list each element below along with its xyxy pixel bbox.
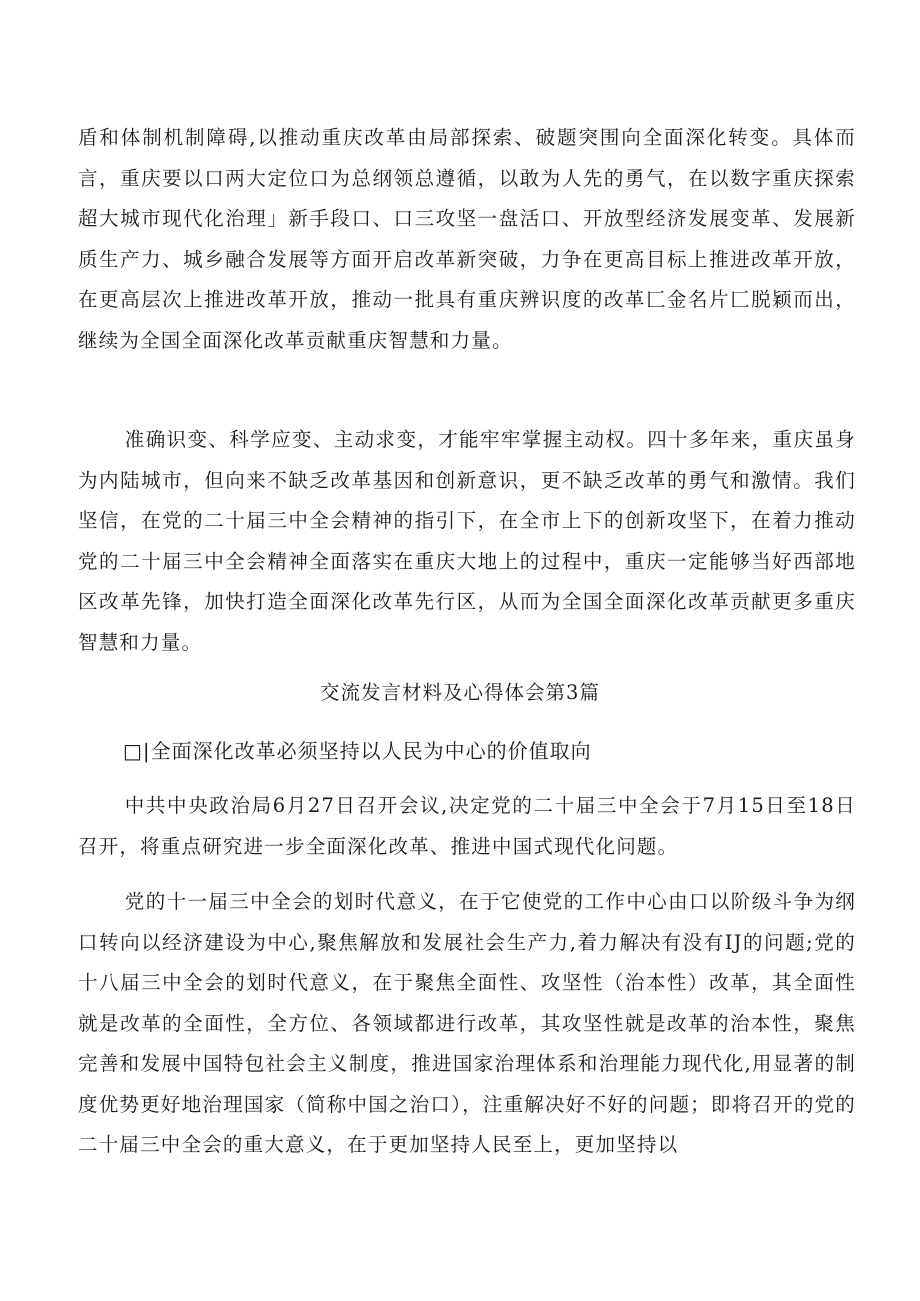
subheading: □|全面深化改革必须坚持以人民为中心的价值取向 [123,739,592,763]
paragraph-1: 盾和体制机制障碍,以推动重庆改革由局部探索、破题突围向全面深化转变。具体而言，重庆要以口两大定位口为总纲领总遵循，以敢为人先的勇气，在以数字重庆探索超大城市现代化治理」新手段口、口三攻坚一盘活口、开放型经济发展变革、发展新质生产力、城乡融合发展等方面开启改革新突破，力争在更高目标上推进改革开放，在更高层次上推进改革开放，推动一批具有重庆辨识度的改革匚金名片匚脱颖而出，继续为全国全面深化改革贡献重庆智慧和力量。 [78,126,856,352]
paragraph-2: 准确识变、科学应变、主动求变，才能牢牢掌握主动权。四十多年来，重庆虽身为内陆城市，但向来不缺乏改革基因和创新意识，更不缺乏改革的勇气和激情。我们坚信，在党的二十届三中全会精神的指引下，在全市上下的创新攻坚下，在着力推动党的二十届三中全会精神全面落实在重庆大地上的过程中，重庆一定能够当好西部地区改革先锋，加快打造全面深化改革先行区，从而为全国全面深化改革贡献更多重庆智慧和力量。 [78,428,856,654]
paragraph-3: 中共中央政治局6月27日召开会议,决定党的二十届三中全会于7月15日至18日召开，将重点研究进一步全面深化改革、推进中国式现代化问题。 [78,794,856,858]
paragraph-4: 党的十一届三中全会的划时代意义，在于它使党的工作中心由口以阶级斗争为纲口转向以经济建设为中心,聚焦解放和发展社会生产力,着力解决有没有IJ的问题;党的十八届三中全会的划时代意义，在于聚焦全面性、攻坚性（治本性）改革，其全面性就是改革的全面性，全方位、各领域都进行改革，其攻坚性就是改革的治本性，聚焦完善和发展中国特包社会主义制度，推进国家治理体系和治理能力现代化,用显著的制度优势更好地治理国家（简称中国之治口），注重解决好不好的问题；即将召开的党的二十届三中全会的重大意义，在于更加坚持人民至上，更加坚持以 [78,890,856,1156]
section-title: 交流发言材料及心得体会第3篇 [320,681,600,704]
